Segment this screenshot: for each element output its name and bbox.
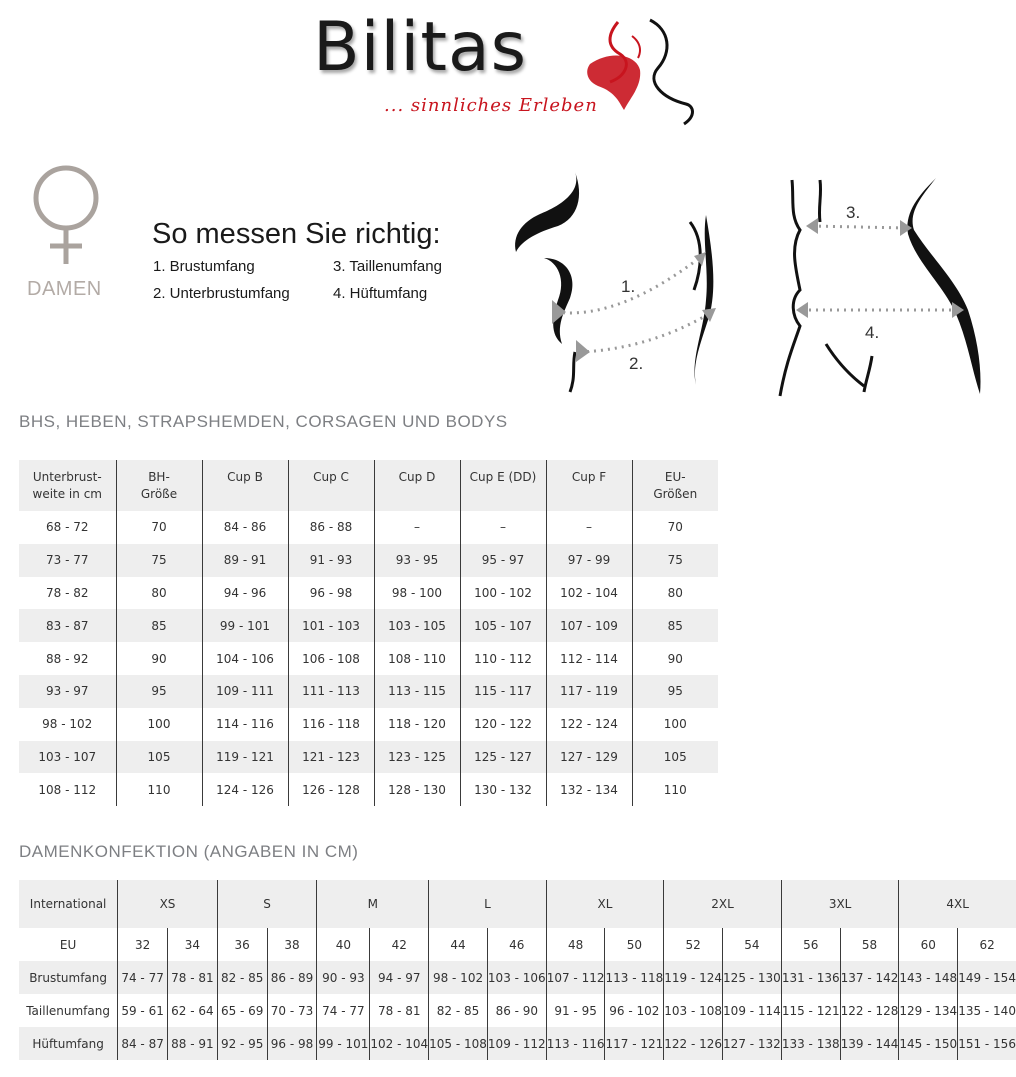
table-cell: 92 - 95	[217, 1027, 267, 1060]
table-cell: 95	[116, 675, 202, 708]
table-cell: 113 - 116	[546, 1027, 605, 1060]
table-cell: 96 - 102	[605, 994, 664, 1027]
table-cell: 78 - 82	[46, 585, 89, 600]
table-cell: 120 - 122	[460, 708, 546, 741]
table-cell: 98 - 102	[42, 717, 93, 732]
logo-figure-icon	[580, 12, 710, 132]
table-cell: 99 - 101	[202, 609, 288, 642]
figure-label-1: 1.	[621, 277, 636, 296]
brand-slogan: ... sinnliches Erleben	[384, 95, 598, 116]
eu-size-cell: 46	[487, 928, 546, 961]
measurement-lines	[552, 252, 716, 362]
table-cell: –	[546, 511, 632, 544]
header-underbust: Unterbrust- weite in cm	[19, 460, 116, 511]
measuring-figures-illustration	[505, 165, 995, 400]
table-cell: 132 - 134	[546, 773, 632, 806]
table-cell: 95 - 97	[460, 544, 546, 577]
table-row	[19, 577, 718, 610]
table-cell: 151 - 156	[958, 1027, 1016, 1060]
table-cell: 88 - 92	[46, 651, 89, 666]
table-cell: 62 - 64	[168, 994, 218, 1027]
measure-item-waist: 3. Taillenumfang	[333, 258, 442, 275]
eu-size-cell: 38	[267, 928, 317, 961]
table-cell: 95	[632, 675, 718, 708]
size-header: L	[429, 880, 547, 928]
table-cell: 122 - 128	[840, 994, 899, 1027]
table-cell: 99 - 101	[317, 1027, 370, 1060]
table-cell: 100 - 102	[460, 577, 546, 610]
table-cell: 86 - 90	[487, 994, 546, 1027]
measure-title: So messen Sie richtig:	[152, 218, 441, 250]
table-cell: 103 - 107	[19, 741, 116, 774]
header-cup-d: Cup D	[374, 460, 460, 511]
row-label: Brustumfang	[19, 961, 118, 994]
table-cell: 70 - 73	[267, 994, 317, 1027]
figure-label-2: 2.	[629, 354, 644, 373]
table-cell: 85	[632, 609, 718, 642]
size-table-title: DAMENKONFEKTION (ANGABEN IN CM)	[19, 842, 359, 861]
table-cell: 131 - 136	[781, 961, 840, 994]
figure-label-3: 3.	[846, 203, 861, 222]
table-cell: 105 - 107	[460, 609, 546, 642]
table-cell: 100	[632, 708, 718, 741]
table-row	[19, 961, 1016, 994]
header-cup-b: Cup B	[202, 460, 288, 511]
table-row	[19, 675, 718, 708]
table-row	[19, 741, 718, 774]
table-row	[19, 708, 718, 741]
table-cell: 74 - 77	[118, 961, 168, 994]
header-cup-c: Cup C	[288, 460, 374, 511]
table-cell: 109 - 111	[202, 675, 288, 708]
table-cell: 80	[116, 577, 202, 610]
row-label: Hüftumfang	[19, 1027, 118, 1060]
table-cell: 105	[116, 741, 202, 774]
eu-size-cell: 52	[664, 928, 723, 961]
table-cell: 90	[116, 642, 202, 675]
table-row	[19, 1027, 1016, 1060]
table-cell: 109 - 112	[487, 1027, 546, 1060]
table-cell: 91 - 93	[288, 544, 374, 577]
size-header: XL	[546, 880, 664, 928]
gender-label: DAMEN	[27, 278, 102, 300]
brand-name: Bilitas	[313, 8, 528, 87]
table-cell: 75	[632, 544, 718, 577]
table-cell: 82 - 85	[429, 994, 488, 1027]
table-cell: 78 - 81	[168, 961, 218, 994]
table-cell: 121 - 123	[288, 741, 374, 774]
table-cell: 84 - 86	[202, 511, 288, 544]
table-cell: 93 - 97	[19, 675, 116, 708]
table-cell: 111 - 113	[288, 675, 374, 708]
bra-table-header-row	[19, 460, 718, 511]
eu-size-cell: 60	[899, 928, 958, 961]
header-cup-e: Cup E (DD)	[460, 460, 546, 511]
venus-icon	[30, 162, 102, 267]
table-cell: 110	[632, 773, 718, 806]
eu-size-cell: 40	[317, 928, 370, 961]
table-cell: 84 - 87	[118, 1027, 168, 1060]
measure-item-bust: 1. Brustumfang	[153, 258, 255, 275]
table-cell: 59 - 61	[118, 994, 168, 1027]
table-cell: 91 - 95	[546, 994, 605, 1027]
table-cell: 103 - 105	[374, 609, 460, 642]
table-cell: 135 - 140	[958, 994, 1016, 1027]
table-cell: 123 - 125	[374, 741, 460, 774]
eu-size-cell: 44	[429, 928, 488, 961]
eu-size-cell: 42	[370, 928, 429, 961]
header-cup-f: Cup F	[546, 460, 632, 511]
table-cell: 110	[116, 773, 202, 806]
size-header: M	[317, 880, 429, 928]
table-cell: 100	[116, 708, 202, 741]
eu-size-row	[19, 928, 1016, 961]
table-cell: 127 - 129	[546, 741, 632, 774]
table-cell: 74 - 77	[317, 994, 370, 1027]
table-cell: 86 - 89	[267, 961, 317, 994]
eu-label: EU	[59, 937, 77, 952]
table-cell: 90 - 93	[317, 961, 370, 994]
table-cell: 97 - 99	[546, 544, 632, 577]
table-cell: 122 - 124	[546, 708, 632, 741]
bra-size-table	[19, 460, 718, 806]
table-cell: 102 - 104	[370, 1027, 429, 1060]
table-cell: 107 - 112	[546, 961, 605, 994]
table-cell: 113 - 115	[374, 675, 460, 708]
table-cell: 108 - 110	[374, 642, 460, 675]
table-cell: 133 - 138	[781, 1027, 840, 1060]
table-cell: –	[460, 511, 546, 544]
international-label: International	[19, 880, 118, 928]
table-cell: 83 - 87	[19, 609, 116, 642]
table-cell: 70	[632, 511, 718, 544]
bra-table-title: BHS, HEBEN, STRAPSHEMDEN, CORSAGEN UND BODYS	[19, 412, 508, 431]
table-cell: 104 - 106	[202, 642, 288, 675]
table-cell: 118 - 120	[374, 708, 460, 741]
table-cell: 145 - 150	[899, 1027, 958, 1060]
table-cell: 93 - 95	[374, 544, 460, 577]
table-cell: 139 - 144	[840, 1027, 899, 1060]
table-cell: 122 - 126	[664, 1027, 723, 1060]
table-cell: 110 - 112	[460, 642, 546, 675]
table-cell: 78 - 81	[370, 994, 429, 1027]
table-cell: 75	[116, 544, 202, 577]
table-cell: 106 - 108	[288, 642, 374, 675]
table-cell: 113 - 118	[605, 961, 664, 994]
eu-size-cell: 58	[840, 928, 899, 961]
size-header: XS	[118, 880, 218, 928]
table-cell: 94 - 97	[370, 961, 429, 994]
table-cell: 107 - 109	[546, 609, 632, 642]
table-cell: 102 - 104	[546, 577, 632, 610]
table-cell: 115 - 117	[460, 675, 546, 708]
table-cell: 68 - 72	[46, 520, 89, 535]
table-cell: 143 - 148	[899, 961, 958, 994]
table-row	[19, 544, 718, 577]
table-cell: 98 - 100	[374, 577, 460, 610]
eu-size-cell: 56	[781, 928, 840, 961]
table-cell: 101 - 103	[288, 609, 374, 642]
eu-size-cell: 62	[958, 928, 1016, 961]
table-cell: 94 - 96	[202, 577, 288, 610]
table-cell: 89 - 91	[202, 544, 288, 577]
table-cell: 124 - 126	[202, 773, 288, 806]
table-cell: –	[374, 511, 460, 544]
table-cell: 82 - 85	[217, 961, 267, 994]
waist-hip-figure-icon	[780, 178, 981, 396]
eu-size-cell: 48	[546, 928, 605, 961]
table-cell: 117 - 121	[605, 1027, 664, 1060]
table-cell: 114 - 116	[202, 708, 288, 741]
table-cell: 90	[632, 642, 718, 675]
eu-size-cell: 36	[217, 928, 267, 961]
row-label: Taillenumfang	[26, 1003, 110, 1018]
table-cell: 149 - 154	[958, 961, 1016, 994]
table-cell: 129 - 134	[899, 994, 958, 1027]
table-cell: 117 - 119	[546, 675, 632, 708]
table-cell: 88 - 91	[168, 1027, 218, 1060]
table-cell: 127 - 132	[723, 1027, 782, 1060]
size-header: 3XL	[781, 880, 899, 928]
table-cell: 112 - 114	[546, 642, 632, 675]
table-cell: 103 - 106	[487, 961, 546, 994]
table-row	[19, 773, 718, 806]
table-cell: 80	[632, 577, 718, 610]
table-cell: 128 - 130	[374, 773, 460, 806]
table-row	[19, 511, 718, 544]
table-cell: 105 - 108	[429, 1027, 488, 1060]
table-cell: 137 - 142	[840, 961, 899, 994]
size-header: 4XL	[899, 880, 1016, 928]
header-eu-size: EU- Größen	[632, 460, 718, 511]
clothing-size-table	[19, 880, 1016, 1060]
table-cell: 70	[116, 511, 202, 544]
table-cell: 85	[116, 609, 202, 642]
bust-figure-icon	[515, 172, 713, 392]
table-cell: 96 - 98	[288, 577, 374, 610]
table-cell: 126 - 128	[288, 773, 374, 806]
eu-size-cell: 34	[168, 928, 218, 961]
table-cell: 105	[632, 741, 718, 774]
table-row	[19, 609, 718, 642]
international-size-row	[19, 880, 1016, 928]
table-row	[19, 994, 1016, 1027]
size-header: 2XL	[664, 880, 782, 928]
table-cell: 108 - 112	[38, 782, 97, 797]
table-cell: 116 - 118	[288, 708, 374, 741]
table-cell: 119 - 121	[202, 741, 288, 774]
measure-item-hip: 4. Hüftumfang	[333, 285, 428, 302]
eu-size-cell: 54	[723, 928, 782, 961]
table-cell: 125 - 127	[460, 741, 546, 774]
header-bra-size: BH- Größe	[116, 460, 202, 511]
table-cell: 115 - 121	[781, 994, 840, 1027]
eu-size-cell: 50	[605, 928, 664, 961]
table-cell: 125 - 130	[723, 961, 782, 994]
table-cell: 73 - 77	[19, 544, 116, 577]
table-cell: 86 - 88	[288, 511, 374, 544]
table-cell: 119 - 124	[664, 961, 723, 994]
table-cell: 130 - 132	[460, 773, 546, 806]
measure-item-underbust: 2. Unterbrustumfang	[153, 285, 290, 302]
table-cell: 109 - 114	[723, 994, 782, 1027]
eu-size-cell: 32	[118, 928, 168, 961]
table-cell: 98 - 102	[429, 961, 488, 994]
table-row	[19, 642, 718, 675]
table-cell: 96 - 98	[267, 1027, 317, 1060]
size-header: S	[217, 880, 317, 928]
figure-label-4: 4.	[865, 323, 880, 342]
table-cell: 65 - 69	[217, 994, 267, 1027]
table-cell: 103 - 108	[664, 994, 723, 1027]
